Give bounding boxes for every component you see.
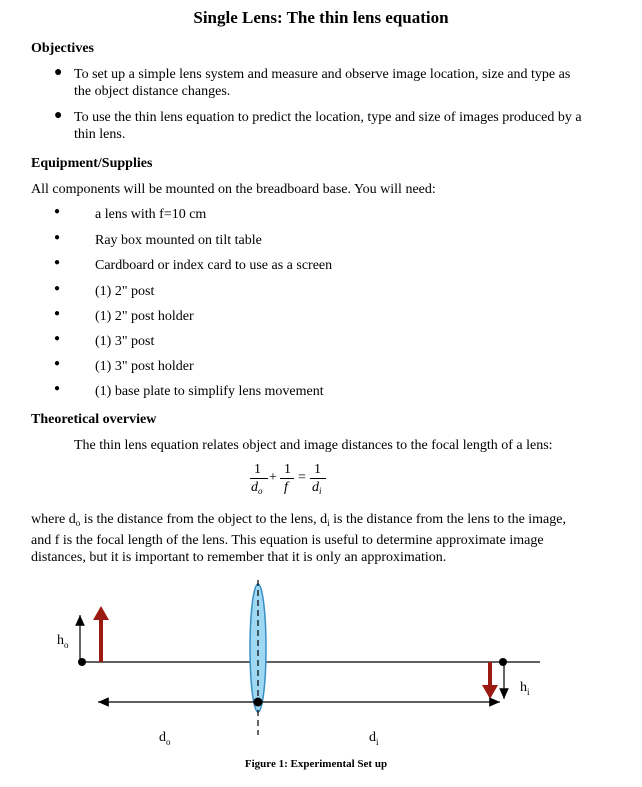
do-label: $d_o$ (159, 730, 171, 747)
image-arrowhead (482, 685, 498, 699)
bullet-icon: ● (54, 257, 61, 268)
bullet-icon: ● (54, 383, 61, 394)
bullet-icon: ● (54, 283, 61, 294)
bullet-icon: ● (54, 308, 61, 319)
equipment-item: Cardboard or index card to use as a screen (95, 258, 333, 273)
equipment-item: (1) 2" post (95, 284, 155, 299)
theory-paragraph: where $d_o$ is the distance from the object to the lens, $d_i$ is the distance from the lens to the image, and f is the focal length of the lens. This equation is useful to determine approximate image distances, but it is important to remember that it is only an approximation. (31, 512, 566, 565)
equipment-item: Ray box mounted on tilt table (95, 233, 262, 248)
bullet-icon: ● (54, 206, 61, 217)
equipment-item: (1) base plate to simplify lens movement (95, 384, 324, 399)
objective-item: To use the thin lens equation to predict the location, type and size of images produced by a thin lens. (74, 110, 582, 142)
equipment-item: (1) 3" post holder (95, 359, 194, 374)
equipment-item: a lens with f=10 cm (95, 207, 207, 222)
object-arrowhead (93, 606, 109, 620)
ho-label: $h_o$ (57, 633, 69, 650)
di-label: $d_i$ (369, 730, 379, 747)
bullet-icon: ● (54, 65, 63, 80)
equipment-intro: All components will be mounted on the breadboard base. You will need: (31, 182, 436, 197)
equipment-heading: Equipment/Supplies (31, 156, 153, 171)
bullet-icon: ● (54, 108, 63, 123)
bullet-icon: ● (54, 232, 61, 243)
image-point (499, 658, 507, 666)
objectives-heading: Objectives (31, 41, 94, 56)
objective-item: To set up a simple lens system and measure and observe image location, size and type as the object distance changes. (74, 67, 571, 99)
equipment-item: (1) 3" post (95, 334, 155, 349)
thin-lens-equation: 1 1 1 + = $d_o$ f $d_i$ (240, 462, 340, 506)
figure-caption: Figure 1: Experimental Set up (244, 758, 388, 770)
hi-label: $h_i$ (520, 680, 530, 697)
theory-intro: The thin lens equation relates object and image distances to the focal length of a lens: (74, 438, 553, 453)
object-point (78, 658, 86, 666)
equipment-item: (1) 2" post holder (95, 309, 194, 324)
lens-center-point (254, 698, 263, 707)
bullet-icon: ● (54, 358, 61, 369)
theory-heading: Theoretical overview (31, 412, 157, 427)
bullet-icon: ● (54, 333, 61, 344)
page-title: Single Lens: The thin lens equation (193, 8, 449, 27)
